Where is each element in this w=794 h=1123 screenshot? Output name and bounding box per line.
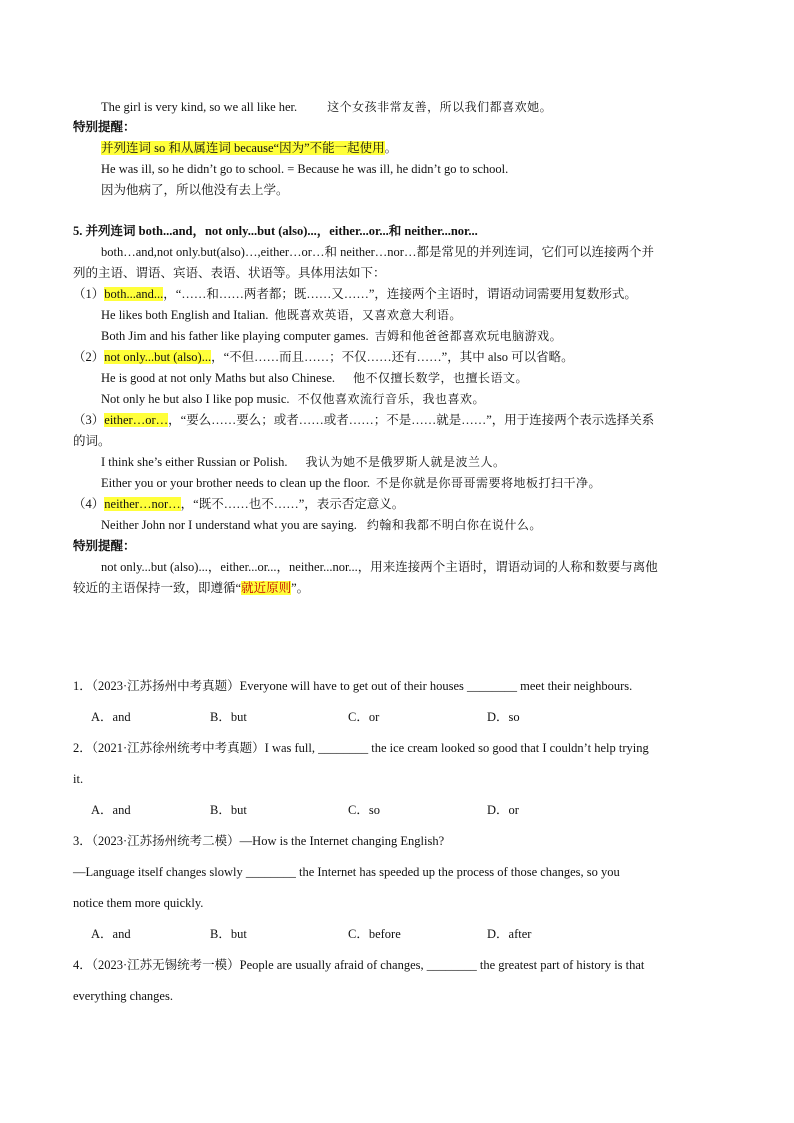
question-1: 1．（2023·江苏扬州中考真题）Everyone will have to get out of their houses ________ meet their neighbours.: [73, 679, 633, 693]
top-example: [101, 98, 552, 116]
example-en: The girl is very kind, so we all like her.: [101, 100, 298, 114]
usage-example: Either you or your brother needs to clean up the floor. 不是你就是你哥哥需要将地板打扫干净。: [101, 476, 602, 490]
option-d[interactable]: D．so: [487, 710, 520, 724]
usage-example: Both Jim and his father like playing computer games. 吉姆和他爸爸都喜欢玩电脑游戏。: [101, 329, 563, 343]
option-c[interactable]: C．so: [348, 803, 380, 817]
usage-example: I think she’s either Russian or Polish. 我认为她不是俄罗斯人就是波兰人。: [101, 455, 506, 469]
usage-item-1: （1）both...and...，“……和……两者都；既……又……”，连接两个主语时，谓语动词需要用复数形式。: [73, 287, 637, 301]
note2-line2: 较近的主语保持一致，即遵循“就近原则”。: [73, 581, 310, 595]
question-2-cont: it.: [73, 772, 84, 786]
note2-line1: not only...but (also)...，either...or...，neither...nor...，用来连接两个主语时，谓语动词的人称和数要与离他: [101, 560, 658, 574]
term-highlight: either…or…: [104, 413, 169, 427]
question-4: 4．（2023·江苏无锡统考一模）People are usually afraid of changes, ________ the greatest part of history is that: [73, 958, 645, 972]
term-highlight: neither…nor…: [104, 497, 181, 511]
question-2: 2．（2021·江苏徐州统考中考真题）I was full, ________ the ice cream looked so good that I couldn’t help trying: [73, 741, 649, 755]
question-3-cont: —Language itself changes slowly ________ the Internet has speeded up the process of those changes, so you: [73, 865, 620, 879]
option-d[interactable]: D．or: [487, 803, 519, 817]
term-highlight: not only...but (also)...: [104, 350, 212, 364]
example-cn: 这个女孩非常友善，所以我们都喜欢她。: [327, 100, 553, 114]
note2-heading: 特别提醒：: [73, 539, 136, 553]
proximity-rule-highlight: 就近原则: [241, 581, 292, 595]
option-a[interactable]: A．and: [91, 803, 131, 817]
option-c[interactable]: C．or: [348, 710, 380, 724]
question-3: 3．（2023·江苏扬州统考二模）—How is the Internet changing English?: [73, 834, 445, 848]
usage-example: Neither John nor I understand what you are saying. 约翰和我都不明白你在说什么。: [101, 518, 542, 532]
option-a[interactable]: A．and: [91, 710, 131, 724]
usage-example: Not only he but also I like pop music. 不仅他喜欢流行音乐，我也喜欢。: [101, 392, 486, 406]
note1-rule: 并列连词 so 和从属连词 because“因为”不能一起使用。: [101, 141, 398, 155]
usage-example: He is good at not only Maths but also Chinese. 他不仅擅长数学，也擅长语文。: [101, 371, 529, 385]
question-4-cont: everything changes.: [73, 989, 173, 1003]
option-b[interactable]: B．but: [210, 927, 247, 941]
usage-item-3: （3）either…or…，“要么……要么；或者……或者……；不是……就是……”，用于连接两个表示选择关系: [73, 413, 655, 427]
note1-example-en: He was ill, so he didn’t go to school. = Because he was ill, he didn’t go to school.: [101, 162, 509, 176]
highlighted-rule: 并列连词 so 和从属连词 because“因为”不能一起使用: [101, 141, 385, 155]
section5-intro-2: 列的主语、谓语、宾语、表语、状语等。具体用法如下：: [73, 266, 386, 280]
note1-example-cn: 因为他病了，所以他没有去上学。: [101, 183, 289, 197]
question-3-cont: notice them more quickly.: [73, 896, 204, 910]
usage-item-4: （4）neither…nor…，“既不……也不……”，表示否定意义。: [73, 497, 405, 511]
section5-intro-1: both…and,not only.but(also)…,either…or…和 neither…nor…都是常见的并列连词，它们可以连接两个并: [101, 245, 654, 259]
option-a[interactable]: A．and: [91, 927, 131, 941]
option-c[interactable]: C．before: [348, 927, 401, 941]
note1-heading: 特别提醒：: [73, 120, 136, 134]
section5-heading: 5. 并列连词 both...and，not only...but (also)...，either...or...和 neither...nor...: [73, 224, 478, 238]
usage-item-3-cont: 的词。: [73, 434, 111, 448]
usage-item-2: （2）not only...but (also)...，“不但……而且……；不仅……还有……”，其中 also 可以省略。: [73, 350, 574, 364]
term-highlight: both...and...: [104, 287, 164, 301]
usage-example: He likes both English and Italian. 他既喜欢英语，又喜欢意大利语。: [101, 308, 462, 322]
option-b[interactable]: B．but: [210, 710, 247, 724]
option-b[interactable]: B．but: [210, 803, 247, 817]
option-d[interactable]: D．after: [487, 927, 532, 941]
